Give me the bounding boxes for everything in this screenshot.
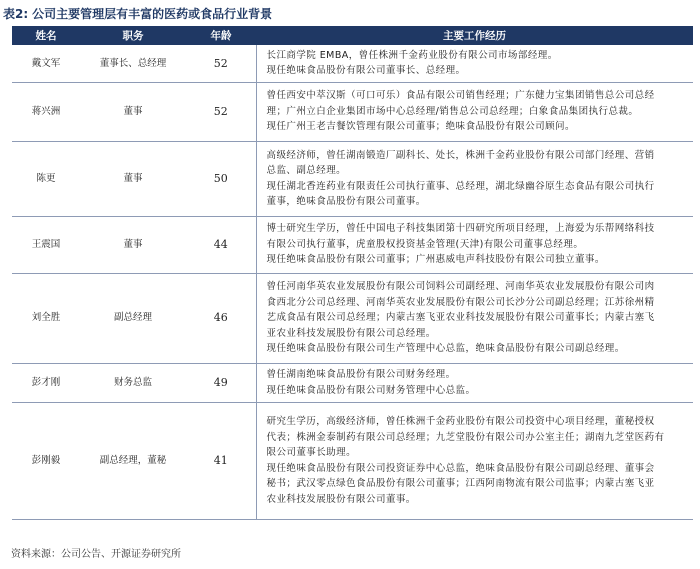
experience-line: 博士研究生学历，曾任中国电子科技集团第十四研究所项目经理，上海爱为乐帮网络科技	[266, 223, 655, 235]
experience-line: 现任广州王老吉餐饮管理有限公司董事；绝味食品股份有限公司顾问。	[266, 121, 575, 133]
experience-line: 农业科技发展股份有限公司董事。	[266, 493, 416, 505]
experience-line: 曾任河南华英农业发展股份有限公司饲料公司副经理、河南华英农业发展股份有限公司肉	[266, 281, 655, 293]
table-row	[12, 45, 693, 82]
experience-line: 秘书；武汉零点绿色食品股份有限公司董事；江西阿南物流有限公司监事；内蒙古塞飞亚	[266, 478, 655, 489]
cell-role: 副总经理	[80, 273, 186, 363]
cell-experience	[256, 273, 693, 363]
cell-experience	[256, 45, 693, 82]
experience-line: 总监、副总经理。	[266, 165, 347, 176]
cell-role: 董事	[80, 141, 186, 216]
experience-line: 董事，绝味食品股份有限公司董事。	[266, 196, 426, 207]
cell-age: 50	[186, 141, 256, 216]
cell-age: 52	[186, 45, 256, 82]
cell-name: 戴文军	[12, 45, 80, 82]
table-body	[12, 45, 693, 519]
cell-experience	[256, 363, 693, 402]
cell-name: 彭才刚	[12, 363, 80, 402]
experience-line: 现任绝味食品股份有限公司董事；广州惠威电声科技股份有限公司独立董事。	[266, 254, 605, 266]
experience-line: 现任绝味食品股份有限公司董事长、总经理。	[266, 65, 466, 77]
cell-age: 49	[186, 363, 256, 402]
experience-line: 研究生学历，高级经济师，曾任株洲千金药业股份有限公司投资中心项目经理，董秘授权	[266, 416, 655, 427]
experience-line: 现任绝味食品股份有限公司投资证券中心总监，绝味食品股份有限公司副总经理、董事会	[266, 462, 655, 474]
cell-experience	[256, 402, 693, 519]
cell-name: 王震国	[12, 216, 80, 273]
cell-role: 董事	[80, 82, 186, 141]
header-age: 年龄	[186, 26, 256, 45]
table-row	[12, 82, 693, 141]
experience-line: 艺成食品有限公司总经理；内蒙古塞飞亚农业科技发展股份有限公司董事长；内蒙古塞飞	[266, 312, 655, 324]
header-name: 姓名	[12, 26, 80, 45]
cell-age: 41	[186, 402, 256, 519]
cell-name: 陈更	[12, 141, 80, 216]
experience-line: 曾任湖南绝味食品股份有限公司财务经理。	[266, 369, 456, 380]
experience-line: 有限公司执行董事，虎童股权投资基金管理(天津)有限公司董事总经理。	[266, 238, 584, 250]
header-experience: 主要工作经历	[256, 26, 693, 45]
experience-line: 限公司董事长助理。	[266, 447, 357, 458]
cell-role: 董事长、总经理	[80, 45, 186, 82]
table-row	[12, 273, 693, 363]
cell-name: 蒋兴洲	[12, 82, 80, 141]
experience-line: 现任湖北香连药业有限责任公司执行董事、总经理，湖北绿幽谷原生态食品有限公司执行	[266, 180, 655, 192]
table-title-text: 公司主要管理层有丰富的医药或食品行业背景	[32, 7, 273, 21]
management-table	[12, 26, 693, 520]
table-row	[12, 141, 693, 216]
cell-name: 刘全胜	[12, 273, 80, 363]
experience-line: 亚农业科技发展股份有限公司总经理。	[266, 327, 436, 339]
header-role: 职务	[80, 26, 186, 45]
cell-age: 52	[186, 82, 256, 141]
source-note: 资料来源：公司公告、开源证券研究所	[11, 549, 181, 560]
table-row	[12, 216, 693, 273]
table-header	[12, 26, 693, 45]
cell-experience	[256, 216, 693, 273]
table-row	[12, 363, 693, 402]
experience-line: 现任绝味食品股份有限公司财务管理中心总监。	[266, 384, 476, 396]
cell-role: 副总经理，董秘	[80, 402, 186, 519]
table-title-prefix: 表2:	[3, 7, 29, 21]
table-row	[12, 402, 693, 519]
header-row	[12, 26, 693, 45]
cell-age: 44	[186, 216, 256, 273]
cell-name: 彭刚毅	[12, 402, 80, 519]
experience-line: 理；广州立白企业集团市场中心总经理/销售总公司总经理；白象食品集团执行总裁。	[266, 105, 639, 117]
cell-age: 46	[186, 273, 256, 363]
experience-line: 高级经济师，曾任湖南锻造厂副科长、处长，株洲千金药业股份有限公司部门经理、营销	[266, 149, 655, 161]
cell-role: 董事	[80, 216, 186, 273]
experience-line: 现任绝味食品股份有限公司生产管理中心总监，绝味食品股份有限公司副总经理。	[266, 343, 625, 355]
cell-experience	[256, 82, 693, 141]
cell-role: 财务总监	[80, 363, 186, 402]
cell-experience	[256, 141, 693, 216]
experience-line: 长江商学院 EMBA，曾任株洲千金药业股份有限公司市场部经理。	[266, 49, 558, 61]
experience-line: 食西北分公司总经理、河南华英农业发展股份有限公司长沙分公司副总经理；江苏徐州精	[266, 296, 655, 308]
table-title	[3, 4, 272, 24]
experience-line: 曾任西安中萃汉斯（可口可乐）食品有限公司销售经理；广东健力宝集团销售总公司总经	[266, 90, 655, 102]
experience-line: 代表；株洲金泰制药有限公司总经理；九芝堂股份有限公司办公室主任；湖南九芝堂医药有	[266, 431, 665, 443]
